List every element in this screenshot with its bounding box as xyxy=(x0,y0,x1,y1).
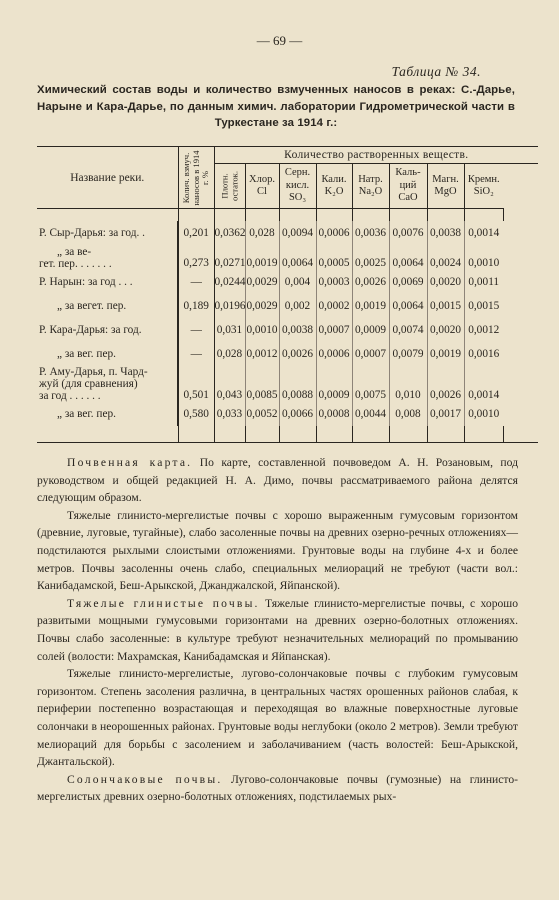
table-row xyxy=(37,342,538,366)
subheader-3 xyxy=(352,164,389,209)
spacer-cell xyxy=(37,426,178,443)
table-number: Таблица № 34. xyxy=(391,64,481,79)
spacer-cell xyxy=(178,426,214,443)
header-suspended-sediment xyxy=(178,147,214,209)
spacer-cell xyxy=(427,209,464,222)
value-cell: 0,0003 xyxy=(316,270,352,294)
value-cell: 0,0012 xyxy=(468,324,500,336)
value-cell: 0,0094 xyxy=(279,221,316,245)
value-cell: 0,0007 xyxy=(316,318,352,342)
paragraph xyxy=(37,595,518,665)
value-cell: 0,0038 xyxy=(279,318,316,342)
river-name-cell xyxy=(37,402,178,426)
spacer-cell xyxy=(214,209,245,222)
value-cell: 0,0088 xyxy=(279,366,316,402)
river-name-cell xyxy=(37,342,178,366)
spacer-cell xyxy=(389,426,427,443)
spacer-cell xyxy=(464,426,503,443)
subheader-label: Серн. кисл. xyxy=(284,167,311,191)
paragraph xyxy=(37,665,518,771)
table-row xyxy=(37,245,538,270)
spacer-cell xyxy=(464,209,503,222)
river-name-line: за год . . . . . . xyxy=(39,390,101,402)
river-name-cell xyxy=(37,270,178,294)
subheader-label: Натр. xyxy=(358,173,383,185)
subheader-formula: CaO xyxy=(398,192,418,204)
body-text xyxy=(37,454,518,806)
value-cell: 0,004 xyxy=(279,270,316,294)
river-name-cell xyxy=(37,245,178,270)
value-cell: 0,0009 xyxy=(316,366,352,402)
header-river-name: Название реки. xyxy=(37,147,178,209)
value-cell: 0,0012 xyxy=(245,342,279,366)
value-cell: 0,0064 xyxy=(279,245,316,270)
value-cell: 0,008 xyxy=(389,402,427,426)
subheader-formula: SO₃ xyxy=(288,192,307,204)
subheader-6 xyxy=(464,164,503,209)
subheader-label: Каль-ций xyxy=(395,167,421,191)
table-row xyxy=(37,270,538,294)
subheader-label: Хлор. xyxy=(249,173,275,185)
separator-row xyxy=(37,209,538,222)
value-cell: 0,273 xyxy=(178,245,214,270)
value-cell: 0,0085 xyxy=(245,366,279,402)
value-cell: 0,0020 xyxy=(427,318,464,342)
value-cell: 0,0036 xyxy=(352,221,389,245)
value-cell: 0,0029 xyxy=(245,270,279,294)
river-name-line: жуй (для сравнения) xyxy=(39,378,138,390)
value-cell: 0,0010 xyxy=(468,408,500,420)
chemistry-table xyxy=(37,146,538,443)
paragraph-lead: Почвенная карта. xyxy=(67,456,193,469)
value-cell: 0,0244 xyxy=(214,270,245,294)
value-cell: 0,0009 xyxy=(352,318,389,342)
value-cell: 0,0006 xyxy=(316,342,352,366)
river-name-cell xyxy=(37,221,178,245)
subheader-label: Кали. xyxy=(321,173,347,185)
value-cell: 0,201 xyxy=(178,221,214,245)
subheader-formula: MgO xyxy=(434,186,457,197)
value-cell: 0,0020 xyxy=(427,270,464,294)
value-cell: 0,0196 xyxy=(214,294,245,318)
value-cell: 0,033 xyxy=(214,402,245,426)
value-cell: 0,0271 xyxy=(214,245,245,270)
subheader-formula: SiO₂ xyxy=(473,186,494,197)
spacer-cell xyxy=(503,209,538,222)
value-cell: 0,0079 xyxy=(389,342,427,366)
subheader-formula: K₂O xyxy=(324,186,344,197)
table-caption: Химический состав воды и количество взмученных наносов в реках: С.-Дарье, Нарыне и Кара-Дарье, по данным химич. лаборатории Гидрометрической части в Туркестане за 1914 г.: xyxy=(37,84,515,129)
river-name-line: „ за вег. пер. xyxy=(57,408,116,420)
value-cell: 0,0074 xyxy=(389,318,427,342)
value-cell: — xyxy=(178,318,214,342)
subheader-5 xyxy=(427,164,464,209)
value-cell: 0,0005 xyxy=(316,245,352,270)
value-cell: 0,189 xyxy=(178,294,214,318)
value-cell: 0,0010 xyxy=(468,257,500,269)
value-cell: 0,0026 xyxy=(427,366,464,402)
page-number: — 69 — xyxy=(256,33,303,48)
spacer-cell xyxy=(316,209,352,222)
river-name-cell xyxy=(37,366,178,402)
river-name-line: Р. Нарын: за год . . . xyxy=(39,276,133,288)
spacer-cell xyxy=(178,209,214,222)
subheader-label: Магн. xyxy=(432,173,459,185)
value-cell: 0,0016 xyxy=(468,348,500,360)
value-cell: 0,0006 xyxy=(316,221,352,245)
header-dense-text: Плотн. остаток. xyxy=(219,170,239,202)
value-cell: — xyxy=(178,270,214,294)
value-cell: — xyxy=(178,342,214,366)
value-cell: 0,043 xyxy=(214,366,245,402)
subheader-4 xyxy=(389,164,427,209)
value-cell: 0,0015 xyxy=(427,294,464,318)
value-cell: 0,0019 xyxy=(352,294,389,318)
subheader-label: Кремн. xyxy=(467,173,500,185)
river-name-cell xyxy=(37,318,178,342)
value-cell: 0,0064 xyxy=(389,245,427,270)
value-cell: 0,028 xyxy=(245,221,279,245)
river-name-line: гет. пер. . . . . . . xyxy=(39,257,112,270)
value-cell: 0,0075 xyxy=(352,366,389,402)
paragraph-text: Лугово-солончаковые почвы (гумозные) на глинисто-мергелистых древних озерно-болотных отложениях, подстилаемых рых- xyxy=(37,772,518,804)
river-name-line: „ за вег. пер. xyxy=(57,348,116,360)
table-body xyxy=(37,221,538,426)
table-row xyxy=(37,221,538,245)
value-cell: 0,0029 xyxy=(245,294,279,318)
river-name-line: Р. Аму-Дарья, п. Чард- xyxy=(39,366,148,378)
value-cell: 0,0007 xyxy=(352,342,389,366)
header-suspended-text: Колич. взмуч. наносов в 1914 г. % xyxy=(180,149,210,206)
river-name-cell xyxy=(37,294,178,318)
value-cell: 0,010 xyxy=(389,366,427,402)
header-dissolved-group: Количество растворенных веществ. xyxy=(214,147,538,164)
spacer-cell xyxy=(427,426,464,443)
paragraph-lead: Тяжелые глинистые почвы. xyxy=(67,596,260,610)
value-cell: 0,0076 xyxy=(389,221,427,245)
spacer-cell xyxy=(245,426,279,443)
spacer-cell xyxy=(389,209,427,222)
value-cell: 0,0015 xyxy=(468,300,500,312)
value-cell: 0,0014 xyxy=(468,227,500,239)
subheader-formula: Na₂O xyxy=(358,186,383,197)
value-cell: 0,002 xyxy=(279,294,316,318)
value-cell: 0,028 xyxy=(214,342,245,366)
subheader-1 xyxy=(279,164,316,209)
value-cell: 0,0044 xyxy=(352,402,389,426)
table-row xyxy=(37,318,538,342)
value-cell: 0,0011 xyxy=(468,276,500,288)
spacer-cell xyxy=(245,209,279,222)
value-cell: 0,031 xyxy=(214,318,245,342)
paragraph-text: Тяжелые глинисто-мергелистые, лугово-солончаковые почвы с глубоким гумусовым горизонтом. Степень засоления различна, в центральных частях орошенных районов слабая, к периферии постепенно возрастающая и переходящая во влажные поверхностные луговые солончаки в неорошенных районах. Грунтовые воды неглубоки (около 2 метров). Земли требуют мелиораций для борьбы с засолением и заболачиванием (часть волостей: Беш-Арыкской, Джантальской). xyxy=(37,667,518,769)
value-cell: 0,0024 xyxy=(427,245,464,270)
paragraph-lead: Солончаковые почвы. xyxy=(67,772,223,786)
table-row xyxy=(37,294,538,318)
subheader-0 xyxy=(245,164,279,209)
header-dense-residue xyxy=(214,164,245,209)
value-cell: 0,0019 xyxy=(427,342,464,366)
paragraph-text: По карте, составленной почвоведом А. Н. Розановым, под руководством и общей редакцией Н. А. Димо, почвы рассматриваемого района делятся следующим образом. xyxy=(37,456,518,505)
value-cell: 0,580 xyxy=(178,402,214,426)
value-cell: 0,0026 xyxy=(352,270,389,294)
value-cell: 0,0014 xyxy=(468,389,500,401)
spacer-cell xyxy=(316,426,352,443)
value-cell: 0,0064 xyxy=(389,294,427,318)
table-row xyxy=(37,402,538,426)
table-end-row xyxy=(37,426,538,443)
paragraph xyxy=(37,771,518,806)
subheader-formula: Cl xyxy=(257,186,267,197)
spacer-cell xyxy=(279,209,316,222)
paragraph xyxy=(37,507,518,595)
spacer-cell xyxy=(37,209,178,222)
river-name-line: „ за вегет. пер. xyxy=(57,300,127,312)
river-name-line: Р. Кара-Дарья: за год. xyxy=(39,324,142,336)
subheader-2 xyxy=(316,164,352,209)
value-cell: 0,501 xyxy=(178,366,214,402)
spacer-cell xyxy=(352,426,389,443)
value-cell: 0,0010 xyxy=(245,318,279,342)
value-cell: 0,0019 xyxy=(245,245,279,270)
table-row xyxy=(37,366,538,402)
paragraph-text: Тяжелые глинисто-мергелистые почвы с хорошо выраженным гумусовым горизонтом (древние, луговые, тугайные), слабо засоленные почвы на древних озерно-речных отложениях—подстилаются рыхлыми слоистыми отложениями. Грунтовые воды на глубине 4-х и более метров. Почвы засоленны очень слабо, специальных мелиораций не требуют (части вол.: Канибадамской, Беш-Арыкской, Джанджалской, Яйпанской). xyxy=(37,508,518,593)
value-cell: 0,0038 xyxy=(427,221,464,245)
paragraph xyxy=(37,454,518,507)
value-cell: 0,0069 xyxy=(389,270,427,294)
value-cell: 0,0017 xyxy=(427,402,464,426)
spacer-cell xyxy=(503,426,538,443)
value-cell: 0,0362 xyxy=(214,221,245,245)
value-cell: 0,0002 xyxy=(316,294,352,318)
river-name-line: Р. Сыр-Дарья: за год. . xyxy=(39,227,145,239)
value-cell: 0,0025 xyxy=(352,245,389,270)
spacer-cell xyxy=(279,426,316,443)
value-cell: 0,0008 xyxy=(316,402,352,426)
value-cell: 0,0052 xyxy=(245,402,279,426)
value-cell: 0,0066 xyxy=(279,402,316,426)
river-name-line: „ за ве- xyxy=(57,245,92,258)
paragraph-text: Тяжелые глинисто-мергелистые почвы, с хорошо развитыми мощными гумусовыми горизонтами на древних озерно-болотных отложениях. Почвы слабо засоленные: в культуре требуют незначительных мелиораций по промыванию солей (волости: Махрамская, Канибадамская и Яйпанская). xyxy=(37,596,519,663)
spacer-cell xyxy=(214,426,245,443)
spacer-cell xyxy=(352,209,389,222)
value-cell: 0,0026 xyxy=(279,342,316,366)
